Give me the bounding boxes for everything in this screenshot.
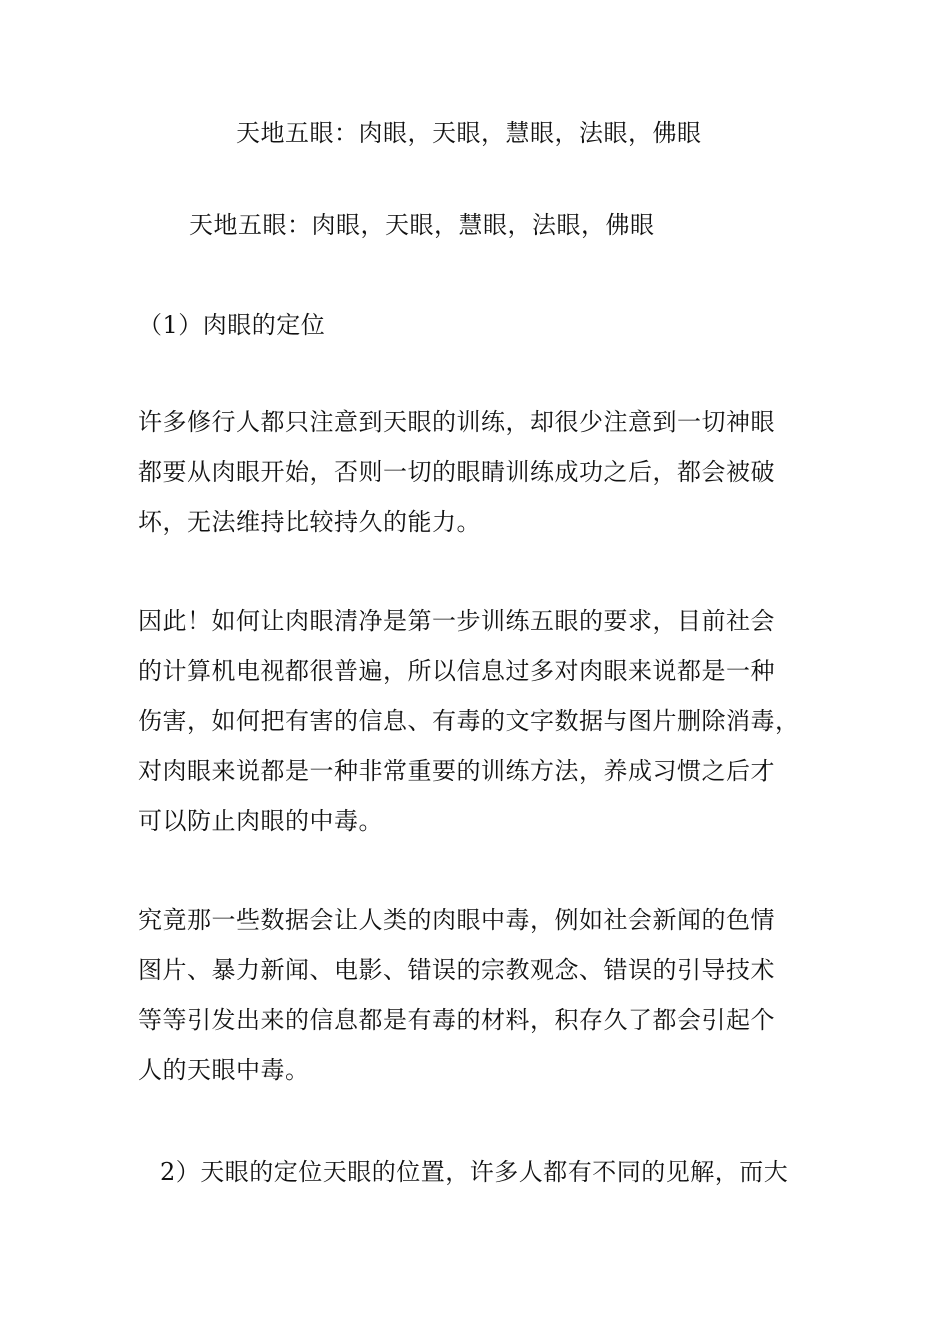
paragraph-2-line-2: 的计算机电视都很普遍，所以信息过多对肉眼来说都是一种: [138, 657, 775, 685]
paragraph-3-line-3: 等等引发出来的信息都是有毒的材料，积存久了都会引起个: [138, 1006, 775, 1034]
paragraph-3-line-2: 图片、暴力新闻、电影、错误的宗教观念、错误的引导技术: [138, 956, 775, 984]
paragraph-2-line-5: 可以防止肉眼的中毒。: [138, 807, 383, 835]
paragraph-3-line-4: 人的天眼中毒。: [138, 1056, 310, 1084]
paragraph-2-line-4: 对肉眼来说都是一种非常重要的训练方法，养成习惯之后才: [138, 757, 775, 785]
paragraph-2-line-1: 因此！如何让肉眼清净是第一步训练五眼的要求，目前社会: [138, 607, 775, 635]
paragraph-2-line-3: 伤害，如何把有害的信息、有毒的文字数据与图片删除消毒，: [138, 707, 800, 735]
paragraph-1-line-2: 都要从肉眼开始，否则一切的眼睛训练成功之后，都会被破: [138, 458, 775, 486]
document-title: 天地五眼：肉眼，天眼，慧眼，法眼，佛眼: [236, 119, 702, 147]
section-heading-1: （1）肉眼的定位: [138, 311, 326, 339]
paragraph-1-line-1: 许多修行人都只注意到天眼的训练，却很少注意到一切神眼: [138, 408, 775, 436]
paragraph-3-line-1: 究竟那一些数据会让人类的肉眼中毒，例如社会新闻的色情: [138, 906, 775, 934]
document-subtitle: 天地五眼：肉眼，天眼，慧眼，法眼，佛眼: [189, 211, 655, 239]
paragraph-1-line-3: 坏，无法维持比较持久的能力。: [138, 508, 481, 536]
section-heading-2: 2）天眼的定位天眼的位置，许多人都有不同的见解，而大: [160, 1158, 789, 1186]
